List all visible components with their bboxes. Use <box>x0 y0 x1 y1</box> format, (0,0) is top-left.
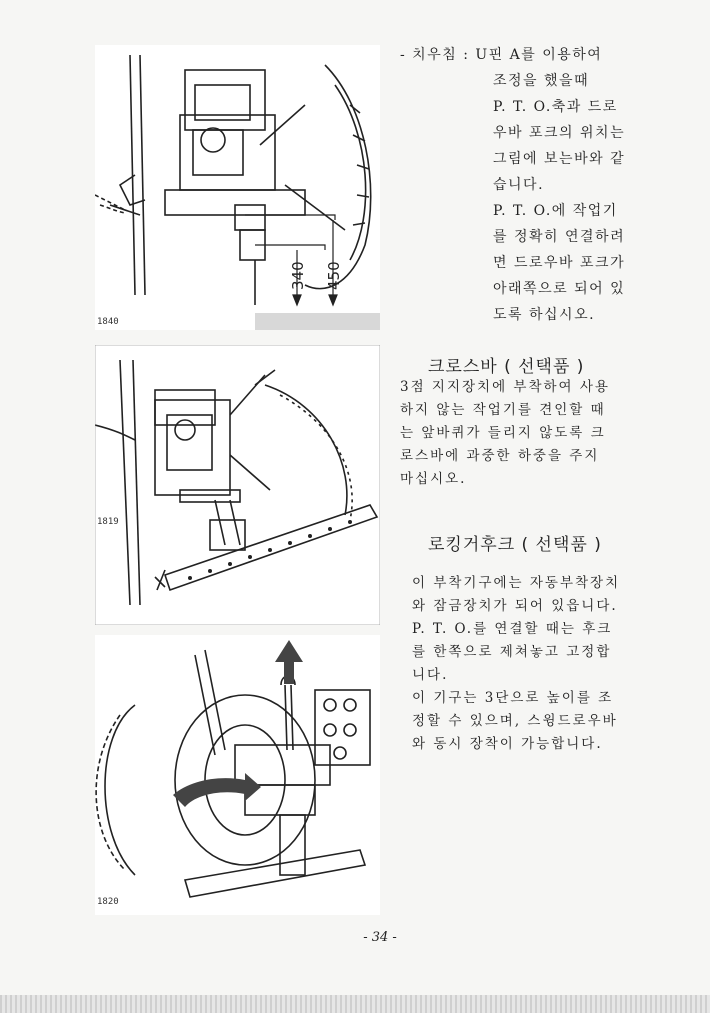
section-locking-hook-line: 와 동시 장착이 가능합니다. <box>412 736 603 752</box>
dim-label-2: 450 <box>325 261 343 290</box>
section-crossbar-line: 3점 지지장치에 부착하여 사용 <box>400 379 610 395</box>
section-offset-label: - 치우침 : <box>400 47 470 63</box>
section-locking-hook-line: 와 잠금장치가 되어 있읍니다. <box>412 598 618 614</box>
crossbar-illustration <box>95 345 380 625</box>
section-offset-line: 도록 하십시오. <box>493 307 596 323</box>
figure-crossbar <box>95 345 380 625</box>
section-crossbar-line: 로스바에 과중한 하중을 주지 <box>400 448 600 464</box>
section-offset-line: 우바 포크의 위치는 <box>493 125 626 141</box>
section-locking-hook-line: P. T. O.를 연결할 때는 후크 <box>412 621 613 637</box>
section-offset-line: 아래쪽으로 되어 있 <box>493 281 626 297</box>
drawbar-pto-illustration <box>95 45 380 330</box>
section-offset-line: 습니다. <box>493 177 545 193</box>
section-locking-hook-line: 정할 수 있으며, 스윙드로우바 <box>412 713 618 729</box>
figure-drawbar-pto <box>95 45 380 330</box>
section-locking-hook-line: 니다. <box>412 667 449 683</box>
section-offset-line-1 <box>400 42 650 68</box>
figure-locking-hook <box>95 635 380 915</box>
section-locking-hook-line: 이 부착기구에는 자동부착장치 <box>412 575 621 591</box>
section-crossbar-heading: 크로스바 ( 선택품 ) <box>428 357 585 377</box>
section-locking-hook-body <box>412 572 662 756</box>
section-offset-line: 면 드로우바 포크가 <box>493 255 626 271</box>
section-locking-hook-heading: 로킹거후크 ( 선택품 ) <box>428 535 602 555</box>
section-offset-line: 를 정확히 연결하려 <box>493 229 626 245</box>
figure-code: 1819 <box>97 517 119 527</box>
dim-label-1: 340 <box>289 261 307 290</box>
section-locking-hook-line: 이 기구는 3단으로 높이를 조 <box>412 690 614 706</box>
section-crossbar-line: 마십시오. <box>400 471 467 487</box>
section-crossbar-line: 는 앞바퀴가 들리지 않도록 크 <box>400 425 606 441</box>
scan-edge-decoration <box>0 995 710 1013</box>
figure-code: 1840 <box>97 317 119 327</box>
section-offset-line: P. T. O.축과 드로 <box>493 99 618 115</box>
section-offset-line: 조정을 했을때 <box>493 73 590 89</box>
section-locking-hook-line: 를 한쪽으로 제쳐놓고 고정합 <box>412 644 612 660</box>
section-offset-line: 그림에 보는바와 같 <box>493 151 626 167</box>
section-offset-line: U핀 A를 이용하여 <box>475 47 603 63</box>
section-offset <box>400 42 650 328</box>
section-offset-line: P. T. O.에 작업기 <box>493 203 618 219</box>
locking-hook-illustration <box>95 635 380 915</box>
page-number: - 34 - <box>363 930 397 945</box>
section-crossbar-line: 하지 않는 작업기를 견인할 때 <box>400 402 606 418</box>
section-crossbar-body <box>400 376 650 491</box>
figure-code: 1820 <box>97 897 119 907</box>
